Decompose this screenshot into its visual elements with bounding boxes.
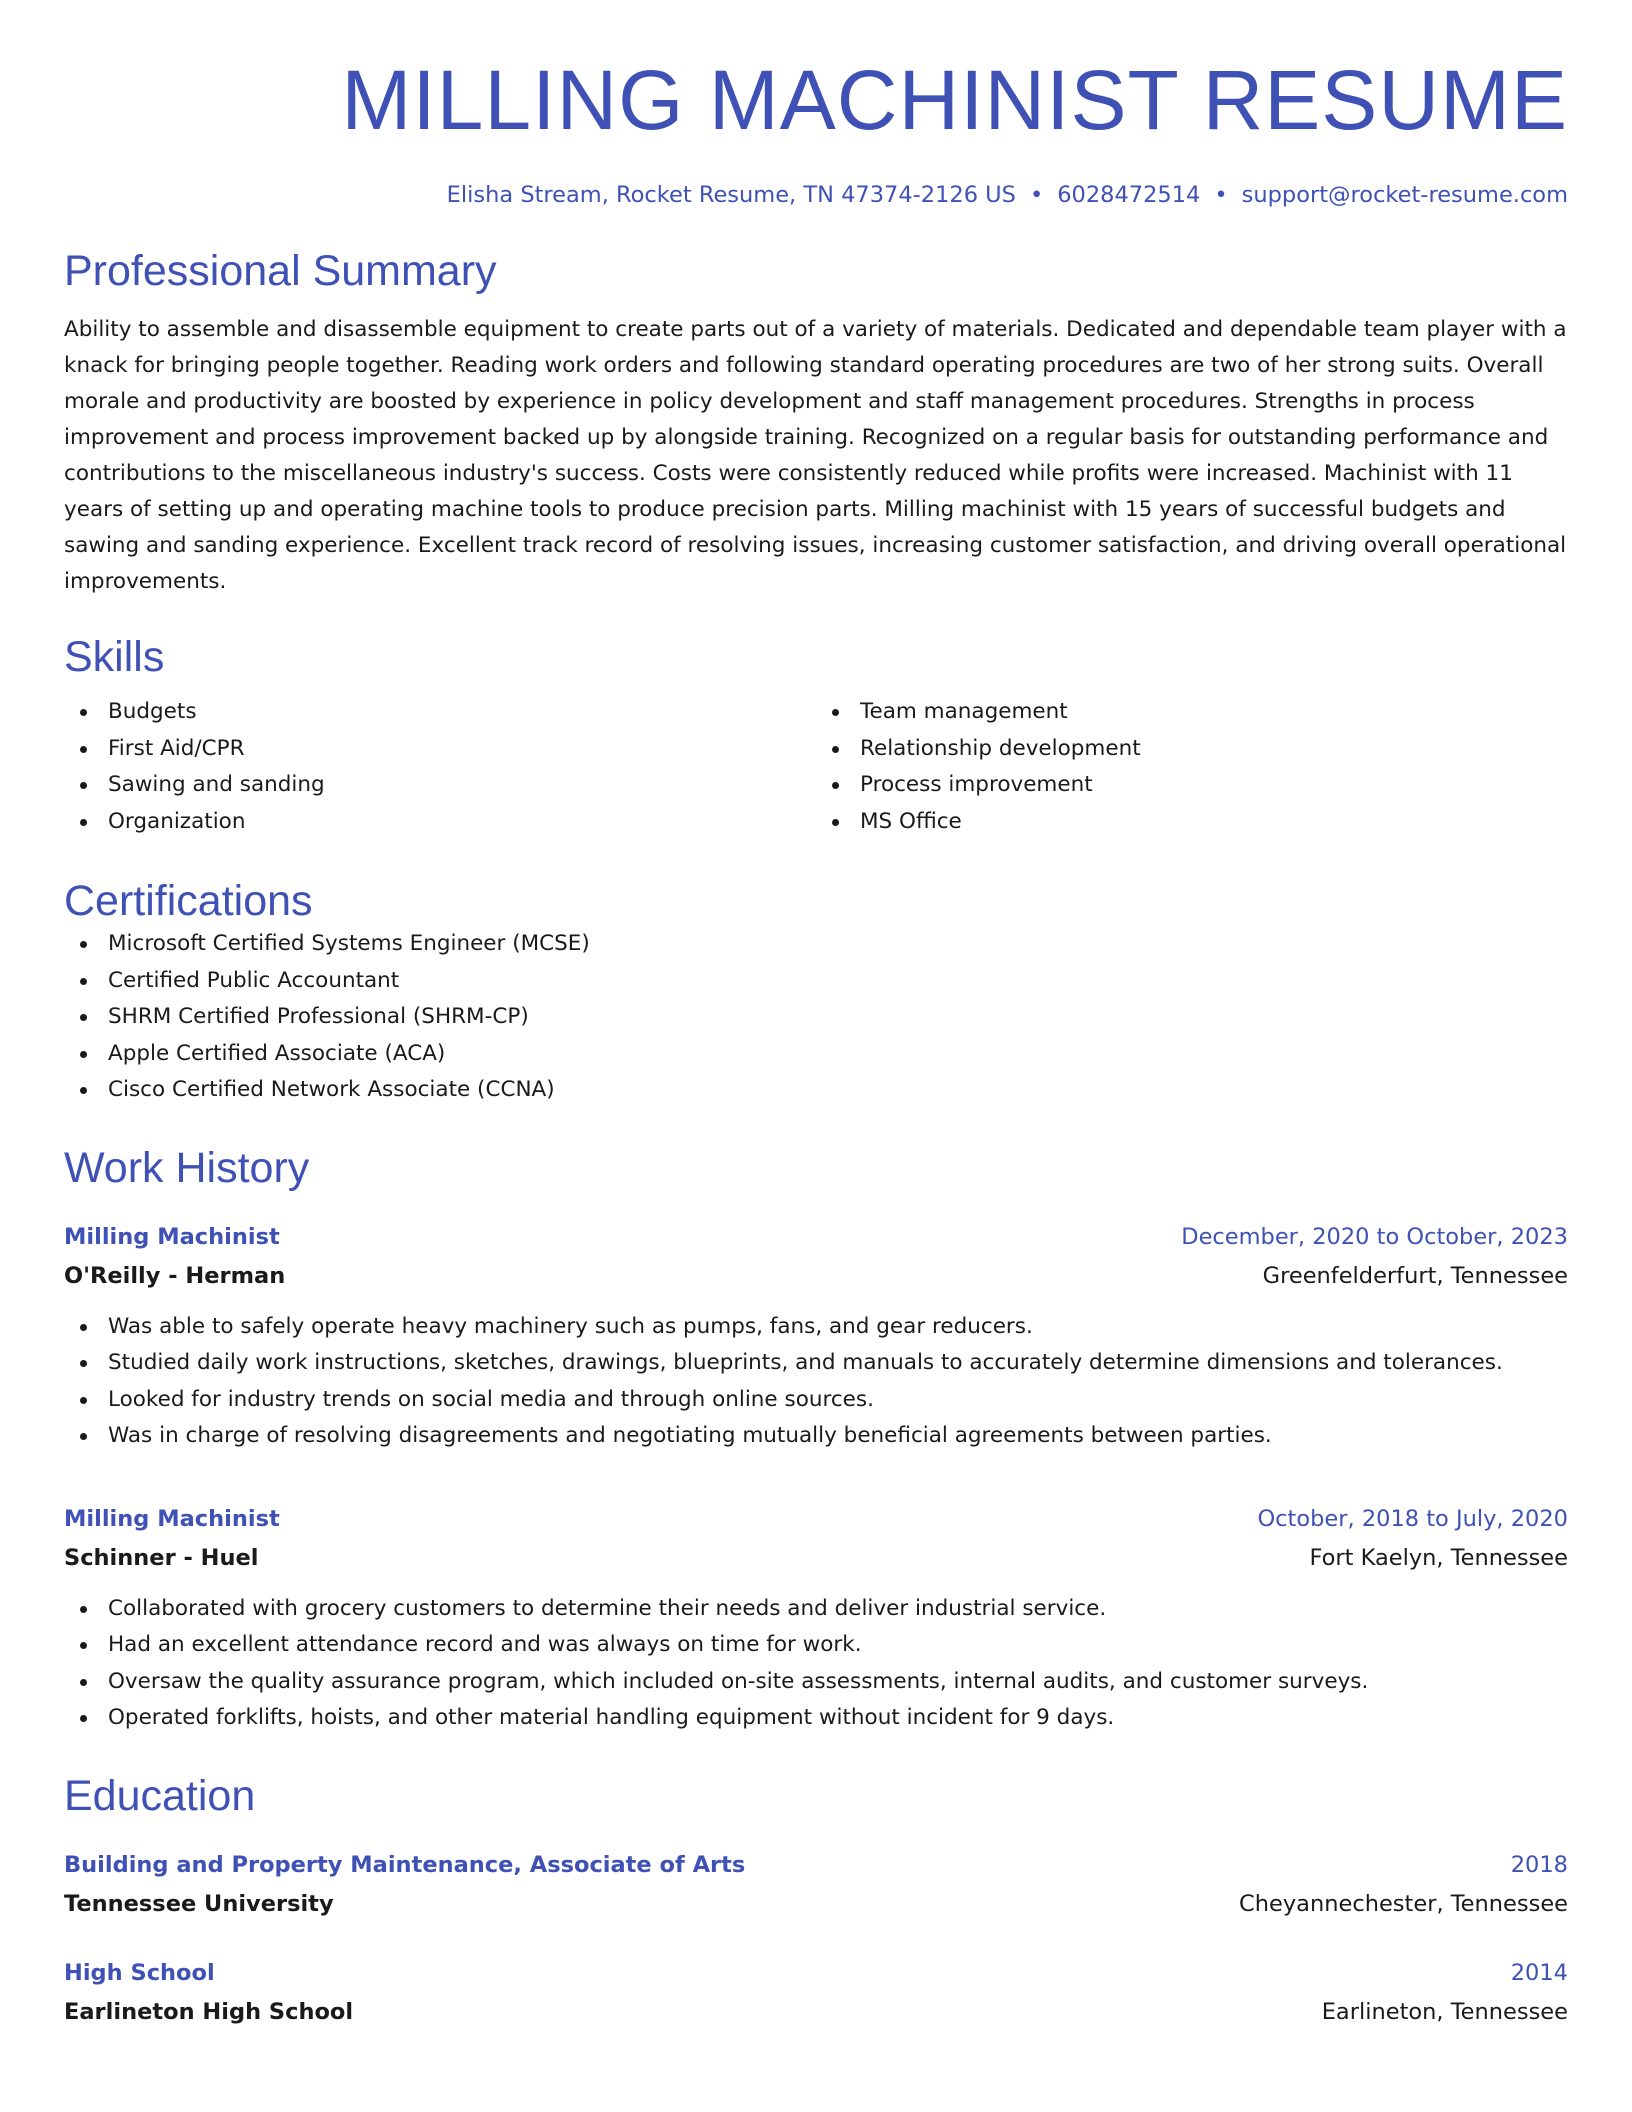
job-header-row bbox=[64, 1217, 1568, 1257]
education-degree: High School bbox=[64, 1959, 215, 1986]
section-heading-skills: Skills bbox=[64, 633, 165, 681]
certification-item: SHRM Certified Professional (SHRM-CP) bbox=[64, 999, 1568, 1036]
job-dates: December, 2020 to October, 2023 bbox=[1181, 1223, 1568, 1250]
skill-item: First Aid/CPR bbox=[64, 731, 816, 768]
resume-header bbox=[64, 0, 1568, 210]
education-header-row bbox=[64, 1953, 1568, 1993]
job-bullet: Was in charge of resolving disagreements and negotiating mutually beneficial agreements between parties. bbox=[64, 1418, 1568, 1455]
job-bullet: Had an excellent attendance record and was always on time for work. bbox=[64, 1627, 1568, 1664]
job-title: Milling Machinist bbox=[64, 1505, 280, 1532]
education-school-row bbox=[64, 1885, 1568, 1923]
skills-column-left bbox=[64, 694, 816, 840]
job-bullet: Operated forklifts, hoists, and other material handling equipment without incident for 9 days. bbox=[64, 1700, 1568, 1737]
job-entry bbox=[64, 1499, 1568, 1737]
section-heading-education: Education bbox=[64, 1771, 256, 1820]
certification-item: Cisco Certified Network Associate (CCNA) bbox=[64, 1072, 1568, 1109]
job-bullet: Looked for industry trends on social media and through online sources. bbox=[64, 1382, 1568, 1419]
job-company: Schinner - Huel bbox=[64, 1544, 259, 1571]
job-company-row bbox=[64, 1257, 1568, 1295]
job-title: Milling Machinist bbox=[64, 1223, 280, 1250]
skill-item: Sawing and sanding bbox=[64, 767, 816, 804]
resume-title: MILLING MACHINIST RESUME bbox=[341, 53, 1568, 147]
skill-item: Process improvement bbox=[816, 767, 1568, 804]
job-bullet: Collaborated with grocery customers to determine their needs and deliver industrial service. bbox=[64, 1591, 1568, 1628]
education-location: Earlineton, Tennessee bbox=[1321, 1998, 1568, 2025]
education-school-row bbox=[64, 1993, 1568, 2031]
contact-email: support@rocket-resume.com bbox=[1241, 182, 1568, 208]
job-location: Greenfelderfurt, Tennessee bbox=[1262, 1262, 1568, 1289]
education-degree: Building and Property Maintenance, Associate of Arts bbox=[64, 1851, 746, 1878]
separator-dot: • bbox=[1214, 182, 1228, 208]
skills-list bbox=[64, 694, 1568, 840]
skill-item: Budgets bbox=[64, 694, 816, 731]
contact-address: Elisha Stream, Rocket Resume, TN 47374-2126 US bbox=[446, 182, 1016, 208]
contact-line bbox=[64, 180, 1568, 210]
certification-item: Microsoft Certified Systems Engineer (MCSE) bbox=[64, 926, 1568, 963]
skills-column-right bbox=[816, 694, 1568, 840]
section-heading-certifications: Certifications bbox=[64, 877, 313, 925]
skill-item: Team management bbox=[816, 694, 1568, 731]
certification-item: Certified Public Accountant bbox=[64, 963, 1568, 1000]
education-school: Tennessee University bbox=[64, 1890, 334, 1917]
education-location: Cheyannechester, Tennessee bbox=[1239, 1890, 1568, 1917]
certifications-list bbox=[64, 926, 1568, 1109]
certification-item: Apple Certified Associate (ACA) bbox=[64, 1036, 1568, 1073]
job-bullets bbox=[64, 1591, 1568, 1737]
education-entry bbox=[64, 1845, 1568, 1923]
education-header-row bbox=[64, 1845, 1568, 1885]
job-location: Fort Kaelyn, Tennessee bbox=[1309, 1544, 1568, 1571]
skill-item: Organization bbox=[64, 804, 816, 841]
skill-item: Relationship development bbox=[816, 731, 1568, 768]
separator-dot: • bbox=[1029, 182, 1044, 208]
job-bullet: Was able to safely operate heavy machinery such as pumps, fans, and gear reducers. bbox=[64, 1309, 1568, 1346]
education-entry bbox=[64, 1953, 1568, 2031]
job-header-row bbox=[64, 1499, 1568, 1539]
job-bullets bbox=[64, 1309, 1568, 1455]
contact-phone: 6028472514 bbox=[1057, 182, 1201, 208]
job-bullet: Oversaw the quality assurance program, which included on-site assessments, internal audits, and customer surveys. bbox=[64, 1664, 1568, 1701]
section-heading-work-history: Work History bbox=[64, 1143, 310, 1192]
job-bullet: Studied daily work instructions, sketches, drawings, blueprints, and manuals to accurately determine dimensions and tolerances. bbox=[64, 1345, 1568, 1382]
education-year: 2018 bbox=[1510, 1851, 1568, 1878]
job-company: O'Reilly - Herman bbox=[64, 1262, 286, 1289]
section-heading-summary: Professional Summary bbox=[64, 247, 497, 295]
job-dates: October, 2018 to July, 2020 bbox=[1257, 1505, 1568, 1532]
education-school: Earlineton High School bbox=[64, 1998, 354, 2025]
summary-text: Ability to assemble and disassemble equipment to create parts out of a variety of materials. Dedicated and dependable team player with a knack for bringing people together. Reading work orders and following standard operating procedures are two of her strong suits. Overall morale and productivity are boosted by experience in policy development and staff management procedures. Strengths in process improvement and process improvement backed up by alongside training. Recognized on a regular basis for outstanding performance and contributions to the miscellaneous industry's success. Costs were consistently reduced while profits were increased. Machinist with 11 years of setting up and operating machine tools to produce precision parts. Milling machinist with 15 years of successful budgets and sawing and sanding experience. Excellent track record of resolving issues, increasing customer satisfaction, and driving overall operational improvements. bbox=[64, 317, 1567, 594]
education-year: 2014 bbox=[1510, 1959, 1568, 1986]
job-company-row bbox=[64, 1539, 1568, 1577]
job-entry bbox=[64, 1217, 1568, 1455]
skill-item: MS Office bbox=[816, 804, 1568, 841]
